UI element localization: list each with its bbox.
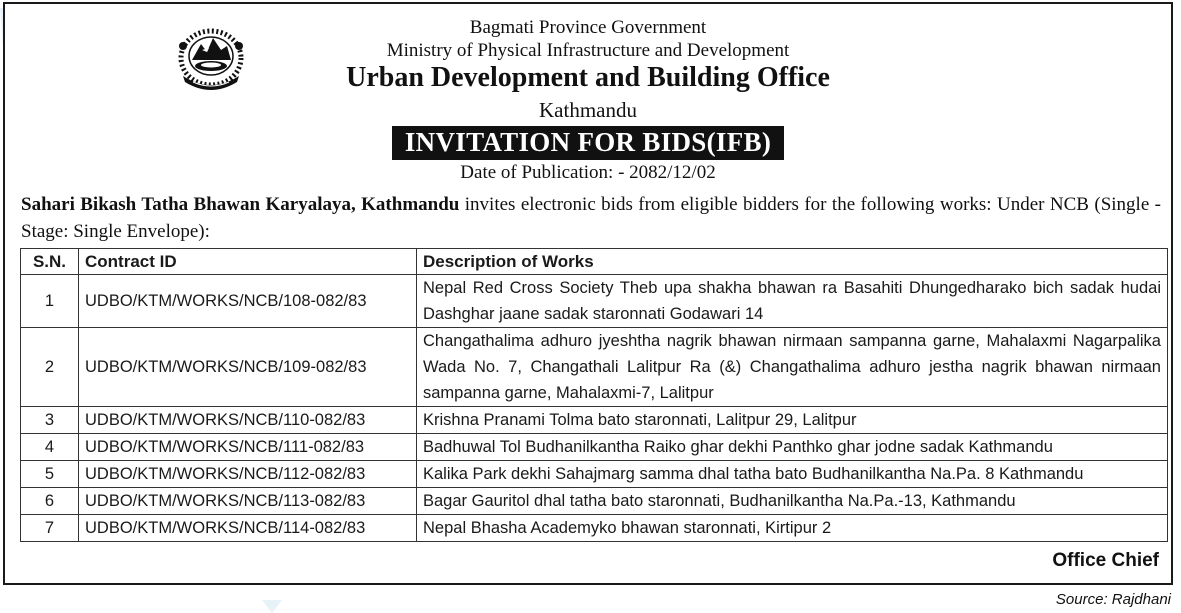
- office-city: Kathmandu: [539, 98, 637, 122]
- bid-notice: [3, 2, 1173, 585]
- works-table: [20, 248, 1168, 542]
- ifb-banner: INVITATION FOR BIDS(IFB): [392, 126, 784, 160]
- signatory-title: Office Chief: [1052, 550, 1159, 571]
- row-contract-id: UDBO/KTM/WORKS/NCB/111-082/83: [79, 434, 417, 461]
- row-description: Krishna Pranami Tolma bato staronnati, Lalitpur 29, Lalitpur: [417, 407, 1168, 434]
- row-description: Changathalima adhuro jyeshtha nagrik bhawan nirmaan sampanna garne, Mahalaxmi Nagarpalika Wada No. 7, Changathali Lalitpur Ra (&) Changathalima adhuro jestha nagrik bhawan nirmaan sampanna garne, Mahalaxmi-7, Lalitpur: [417, 328, 1168, 407]
- row-description: Nepal Bhasha Academyko bhawan staronnati, Kirtipur 2: [417, 515, 1168, 542]
- col-header-contract-id: Contract ID: [79, 249, 417, 275]
- row-contract-id: UDBO/KTM/WORKS/NCB/114-082/83: [79, 515, 417, 542]
- table-row: [21, 407, 1168, 434]
- source-credit: Source: Rajdhani: [1055, 591, 1171, 608]
- table-row: [21, 515, 1168, 542]
- issuing-office: Sahari Bikash Tatha Bhawan Karyalaya, Kathmandu: [21, 194, 460, 215]
- table-row: [21, 434, 1168, 461]
- intro-paragraph: [21, 191, 1161, 245]
- col-header-description: Description of Works: [417, 249, 1168, 275]
- row-sn: 1: [21, 275, 79, 328]
- row-sn: 3: [21, 407, 79, 434]
- row-sn: 5: [21, 461, 79, 488]
- table-row: [21, 328, 1168, 407]
- table-row: [21, 488, 1168, 515]
- row-contract-id: UDBO/KTM/WORKS/NCB/113-082/83: [79, 488, 417, 515]
- office-name: Urban Development and Building Office: [346, 62, 830, 93]
- intro-text: invites electronic bids from eligible bidders for the following works: Under NCB (Single -Stage: Single Envelope):: [21, 194, 1161, 242]
- row-description: Badhuwal Tol Budhanilkantha Raiko ghar dekhi Panthko ghar jodne sadak Kathmandu: [417, 434, 1168, 461]
- row-description: Kalika Park dekhi Sahajmarg samma dhal tatha bato Budhanilkantha Na.Pa. 8 Kathmandu: [417, 461, 1168, 488]
- row-sn: 6: [21, 488, 79, 515]
- row-contract-id: UDBO/KTM/WORKS/NCB/109-082/83: [79, 328, 417, 407]
- col-header-sn: S.N.: [21, 249, 79, 275]
- row-contract-id: UDBO/KTM/WORKS/NCB/110-082/83: [79, 407, 417, 434]
- table-header-row: [21, 249, 1168, 275]
- row-sn: 4: [21, 434, 79, 461]
- row-description: Nepal Red Cross Society Theb upa shakha bhawan ra Basahiti Dhungedharako bich sadak hudai Dashghar jaane sadak staronnati Godawari 14: [417, 275, 1168, 328]
- row-contract-id: UDBO/KTM/WORKS/NCB/112-082/83: [79, 461, 417, 488]
- row-description: Bagar Gauritol dhal tatha bato staronnati, Budhanilkantha Na.Pa.-13, Kathmandu: [417, 488, 1168, 515]
- row-sn: 7: [21, 515, 79, 542]
- table-row: [21, 275, 1168, 328]
- ministry-name: Ministry of Physical Infrastructure and Development: [386, 40, 790, 61]
- row-sn: 2: [21, 328, 79, 407]
- province-name: Bagmati Province Government: [469, 17, 707, 38]
- row-contract-id: UDBO/KTM/WORKS/NCB/108-082/83: [79, 275, 417, 328]
- table-row: [21, 461, 1168, 488]
- publication-date: Date of Publication: - 2082/12/02: [460, 162, 716, 183]
